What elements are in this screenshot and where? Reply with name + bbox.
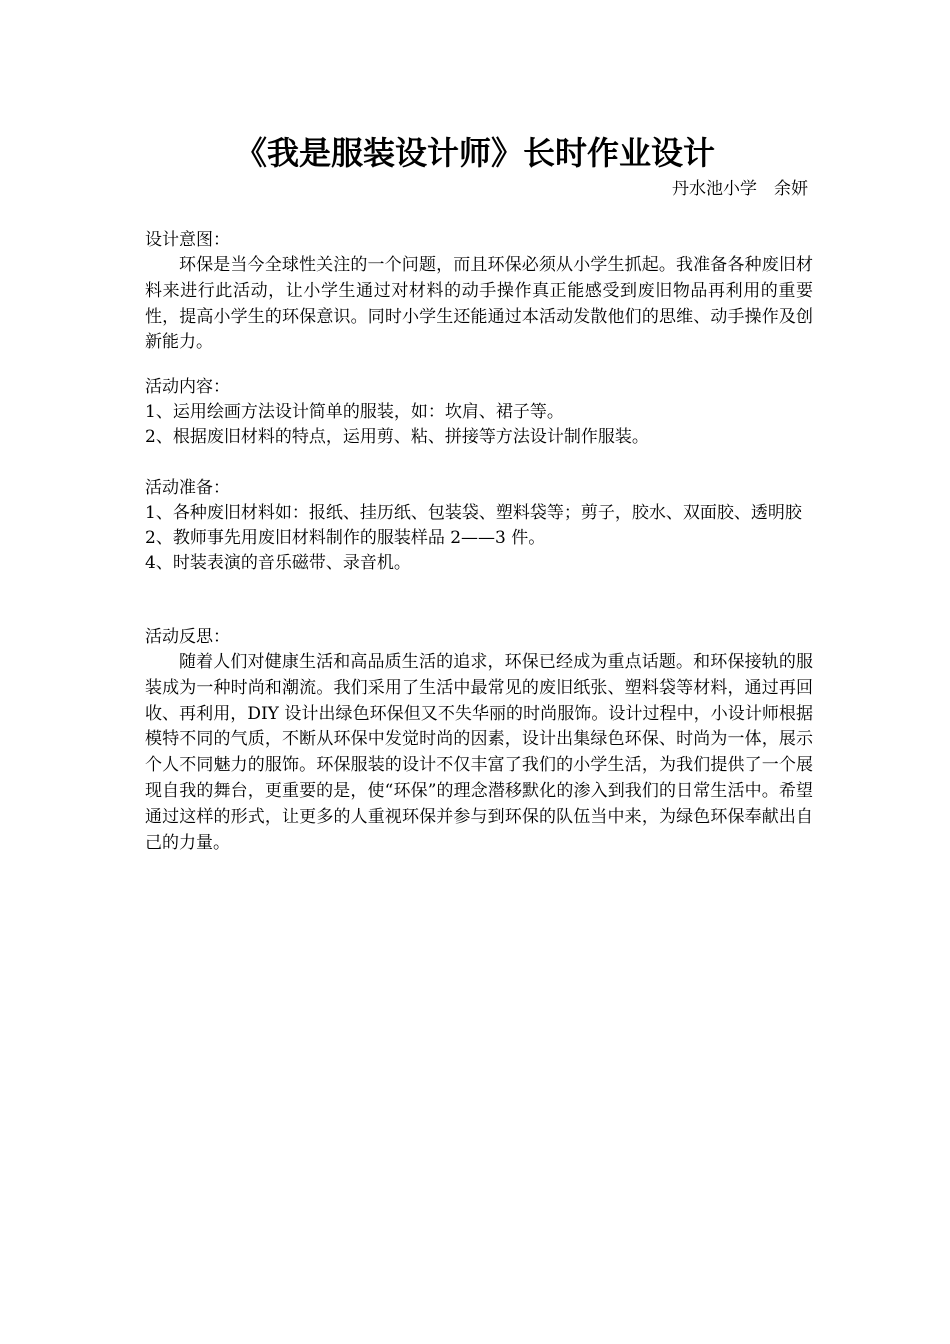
list-item: 2、根据废旧材料的特点，运用剪、粘、拼接等方法设计制作服装。 — [145, 427, 649, 447]
list-item: 4、时装表演的音乐磁带、录音机。 — [145, 553, 411, 573]
list-item: 1、各种废旧材料如：报纸、挂历纸、包装袋、塑料袋等；剪子，胶水、双面胶、透明胶 — [145, 503, 802, 523]
section-reflection — [145, 625, 813, 856]
document-author: 丹水池小学 余妍 — [672, 179, 808, 199]
section-heading-reflection: 活动反思： — [145, 627, 230, 647]
list-item: 1、运用绘画方法设计简单的服装，如：坎肩、裙子等。 — [145, 402, 564, 422]
section-heading-preparation: 活动准备： — [145, 478, 230, 498]
section-preparation — [145, 476, 813, 576]
section-heading-content: 活动内容： — [145, 377, 230, 397]
list-item: 2、教师事先用废旧材料制作的服装样品 2——3 件。 — [145, 528, 546, 548]
section-paragraph-intent: 环保是当今全球性关注的一个问题，而且环保必须从小学生抓起。我准备各种废旧材料来进行此活动，让小学生通过对材料的动手操作真正能感受到废旧物品再利用的重要性，提高小学生的环保意识。同时小学生还能通过本活动发散他们的思维、动手操作及创新能力。 — [145, 255, 813, 353]
document-title: 《我是服装设计师》长时作业设计 — [234, 134, 715, 172]
section-paragraph-reflection: 随着人们对健康生活和高品质生活的追求，环保已经成为重点话题。和环保接轨的服装成为一种时尚和潮流。我们采用了生活中最常见的废旧纸张、塑料袋等材料，通过再回收、再利用，DIY 设计出绿色环保但又不失华丽的时尚服饰。设计过程中，小设计师根据模特不同的气质，不断从环保中发觉时尚的因素，设计出集绿色环保、时尚为一体，展示个人不同魅力的服饰。环保服装的设计不仅丰富了我们的小学生活，为我们提供了一个展现自我的舞台，更重要的是，使“环保”的理念潜移默化的渗入到我们的日常生活中。希望通过这样的形式，让更多的人重视环保并参与到环保的队伍当中来，为绿色环保奉献出自己的力量。 — [145, 652, 813, 853]
section-heading-intent: 设计意图： — [145, 230, 230, 250]
section-content — [145, 375, 813, 450]
section-intent — [145, 228, 813, 356]
